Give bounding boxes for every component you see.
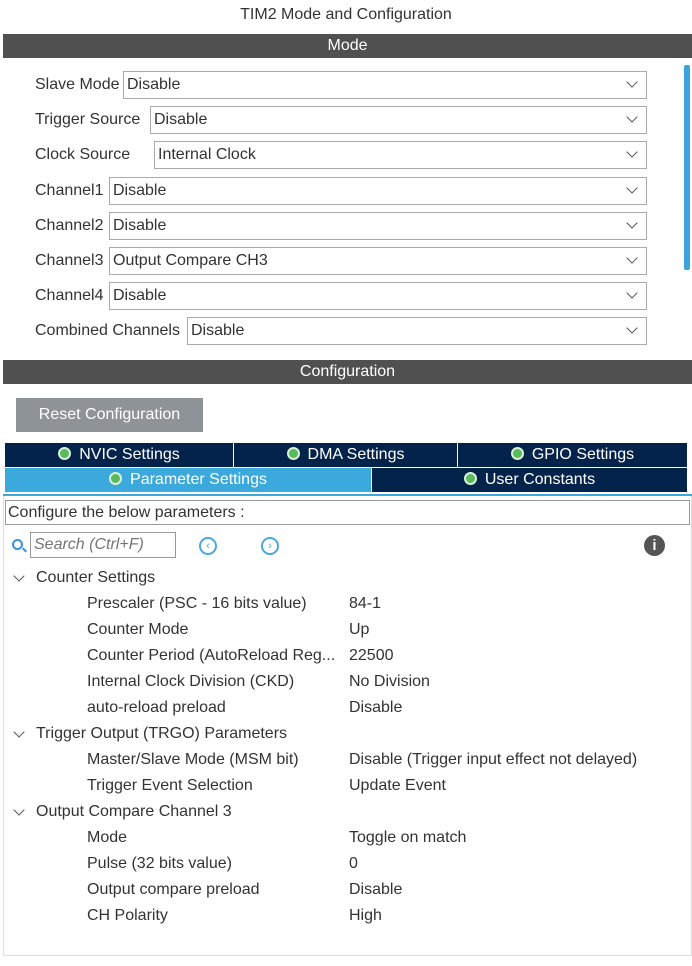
param-value[interactable]: Disable	[349, 881, 403, 898]
param-value[interactable]: 22500	[349, 647, 394, 664]
tab-row-1	[5, 443, 687, 467]
chevron-down-icon	[13, 726, 24, 737]
field-label: Channel4	[35, 287, 104, 304]
tab-nvic-settings[interactable]	[5, 443, 234, 467]
check-icon	[109, 472, 122, 485]
select-value: Disable	[127, 76, 181, 93]
field-label: Clock Source	[35, 146, 131, 163]
section-label: Trigger Output (TRGO) Parameters	[36, 725, 288, 742]
section-label: Output Compare Channel 3	[36, 803, 232, 820]
param-name: Pulse (32 bits value)	[87, 855, 232, 872]
chevron-down-icon	[626, 217, 637, 228]
param-value[interactable]: No Division	[349, 673, 430, 690]
select-value: Internal Clock	[158, 146, 256, 163]
check-icon	[58, 447, 71, 460]
tab-dma-settings[interactable]	[234, 443, 458, 467]
tab-gpio-settings[interactable]	[458, 443, 687, 467]
select-value: Disable	[113, 217, 167, 234]
field-label: Channel3	[35, 252, 104, 269]
chevron-down-icon	[626, 287, 637, 298]
field-select[interactable]	[123, 71, 647, 99]
check-icon	[511, 447, 524, 460]
param-name: Counter Mode	[87, 621, 189, 638]
tab-label: User Constants	[484, 471, 596, 488]
chevron-down-icon	[626, 111, 637, 122]
field-select[interactable]	[150, 106, 647, 134]
param-name: Master/Slave Mode (MSM bit)	[87, 751, 299, 768]
window-title: TIM2 Mode and Configuration	[240, 6, 452, 23]
tab-parameter-settings[interactable]	[5, 468, 372, 492]
mode-header: Mode	[3, 34, 692, 58]
param-name: Internal Clock Division (CKD)	[87, 673, 295, 690]
param-name: Trigger Event Selection	[87, 777, 253, 794]
info-icon[interactable]: i	[644, 535, 665, 556]
field-label: Channel2	[35, 217, 104, 234]
chevron-down-icon	[626, 182, 637, 193]
search-icon	[12, 539, 23, 550]
param-value[interactable]: High	[349, 907, 382, 924]
chevron-down-icon	[626, 76, 637, 87]
field-label: Slave Mode	[35, 76, 120, 93]
chevron-down-icon	[626, 252, 637, 263]
reset-configuration-button[interactable]: Reset Configuration	[16, 398, 203, 432]
field-select[interactable]	[109, 247, 647, 275]
field-select[interactable]	[109, 212, 647, 240]
param-value[interactable]: Up	[349, 621, 370, 638]
previous-icon[interactable]: ‹	[199, 537, 217, 555]
tree-section[interactable]	[12, 568, 155, 588]
select-value: Disable	[113, 287, 167, 304]
field-select[interactable]	[109, 177, 647, 205]
param-value[interactable]: 0	[349, 855, 358, 872]
configuration-header: Configuration	[3, 360, 692, 384]
param-name: Prescaler (PSC - 16 bits value)	[87, 595, 307, 612]
select-value: Disable	[191, 322, 245, 339]
param-value[interactable]: Toggle on match	[349, 829, 467, 846]
param-value[interactable]: 84-1	[349, 595, 382, 612]
chevron-down-icon	[13, 804, 24, 815]
check-icon	[464, 472, 477, 485]
param-name: auto-reload preload	[87, 699, 226, 716]
param-name: CH Polarity	[87, 907, 168, 924]
scrollbar[interactable]	[684, 65, 690, 270]
tab-user-constants[interactable]	[372, 468, 687, 492]
field-label: Combined Channels	[35, 322, 180, 339]
select-value: Output Compare CH3	[113, 252, 268, 269]
param-value[interactable]: Disable (Trigger input effect not delayed)	[349, 751, 638, 768]
search-input[interactable]	[30, 532, 176, 558]
tab-label: GPIO Settings	[531, 446, 635, 463]
chevron-down-icon	[13, 570, 24, 581]
field-select[interactable]	[109, 282, 647, 310]
param-name: Mode	[87, 829, 128, 846]
tree-section[interactable]	[12, 802, 232, 822]
select-value: Disable	[113, 182, 167, 199]
param-value[interactable]: Update Event	[349, 777, 446, 794]
configure-hint: Configure the below parameters :	[5, 500, 690, 525]
chevron-down-icon	[626, 322, 637, 333]
tab-label: DMA Settings	[307, 446, 405, 463]
section-label: Counter Settings	[36, 569, 156, 586]
tab-row-2	[5, 468, 687, 492]
tree-section[interactable]	[12, 724, 287, 744]
select-value: Disable	[154, 111, 208, 128]
chevron-down-icon	[626, 146, 637, 157]
param-value[interactable]: Disable	[349, 699, 403, 716]
check-icon	[287, 447, 300, 460]
param-name: Counter Period (AutoReload Reg...	[87, 647, 336, 664]
field-label: Channel1	[35, 182, 104, 199]
param-name: Output compare preload	[87, 881, 260, 898]
next-icon[interactable]: ›	[261, 537, 279, 555]
field-select[interactable]	[187, 317, 647, 345]
tab-label: Parameter Settings	[130, 471, 267, 488]
field-select[interactable]	[154, 141, 647, 169]
tab-label: NVIC Settings	[79, 446, 180, 463]
field-label: Trigger Source	[35, 111, 141, 128]
